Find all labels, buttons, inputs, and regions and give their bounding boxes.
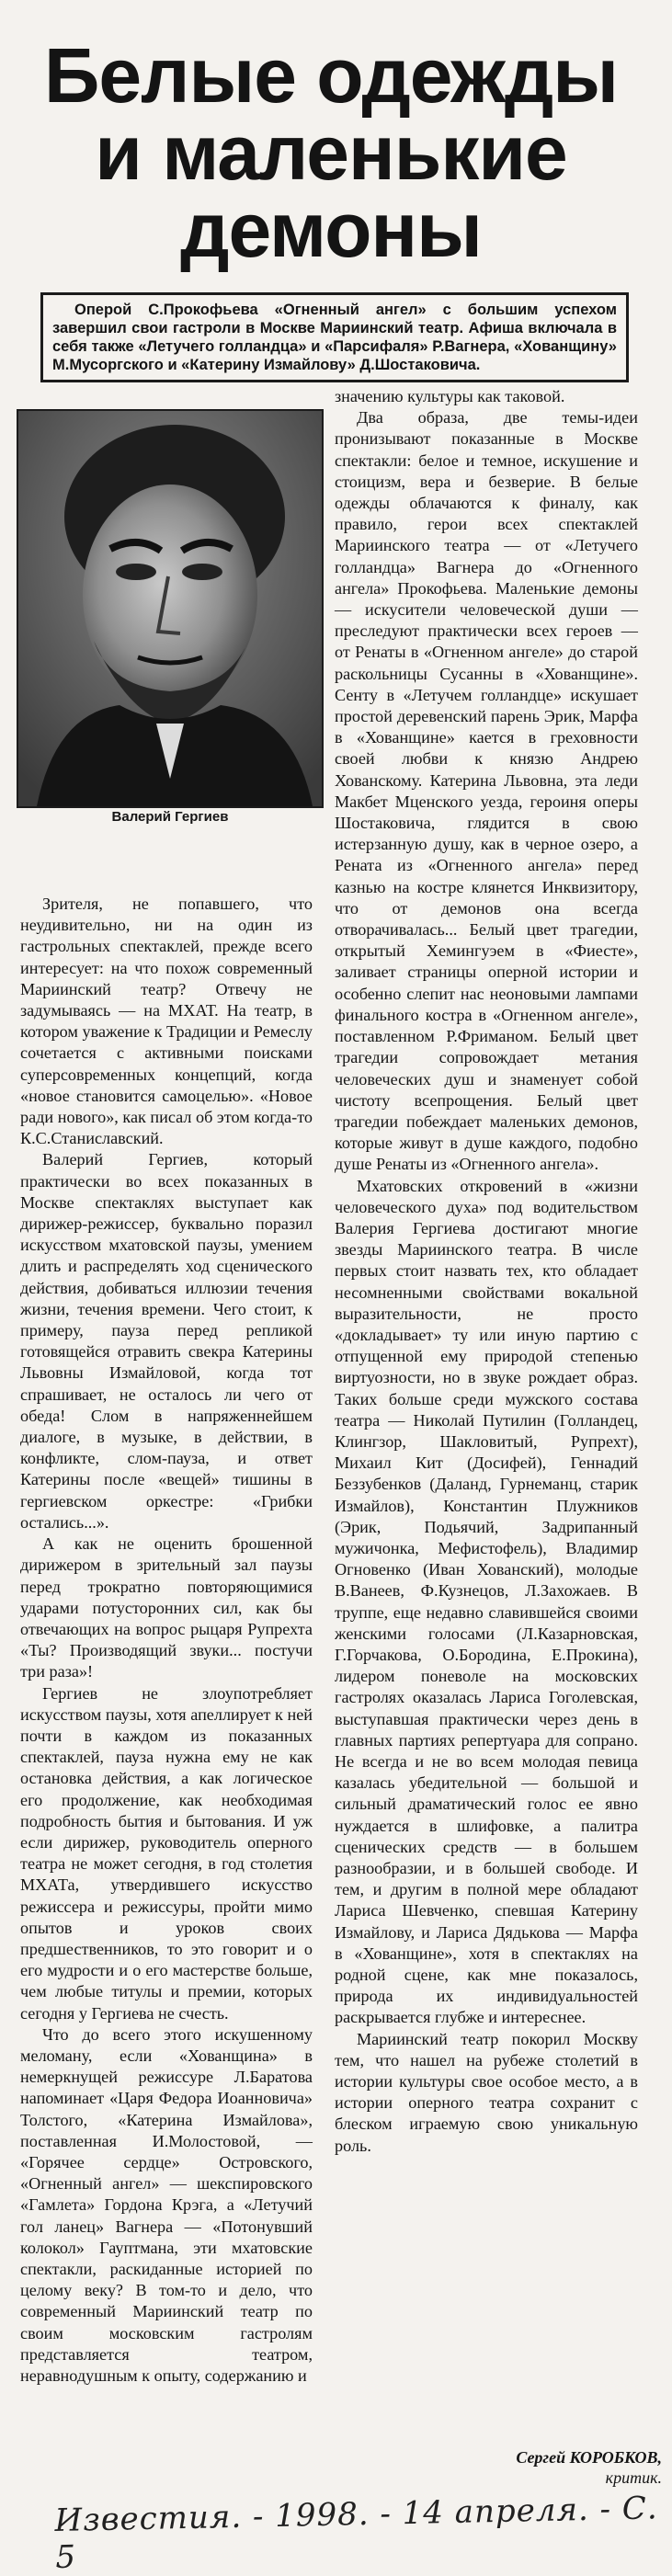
left-column <box>20 894 313 2387</box>
headline <box>18 32 644 273</box>
author-role: критик. <box>605 2468 662 2487</box>
right-column <box>335 386 638 2157</box>
paragraph: Что до всего этого искушенному меломану, если «Хованщина» в немеркнущей режиссуре Л.Баратова напоминает «Царя Федора Иоанновича» Толстого, «Катерина Измайлова», поставленная И.Молостовой, — «Горячее сердце» Островского, «Огненный ангел» — шекспировского «Гамлета» Гордона Крэга, а «Летучий гол ланец» Вагнера — «Потонувший колокол» Гауптмана, эти мхатовские спектакли, раскиданные историей по целому веку? В том-то и дело, что современный Мариинский театр по своим московским гастролям представляется театром, неравнодушным к опыту, содержанию и <box>20 2024 313 2386</box>
paragraph: Зрителя, не попавшего, что неудивительно, ни на один из гастрольных спектаклей, прежде всего интересует: на что похож современный Мариинский театр? Отвечу не задумываясь — на МХАТ. На театр, в котором уважение к Традиции и Ремеслу сочетается с активными поисками суперсовременных концепций, когда «новое становится самоцелью». «Новое ради нового», как писал об этом когда-то К.С.Станиславский. <box>20 895 313 1148</box>
paragraph: значению культуры как таковой. <box>335 387 565 405</box>
handwritten-source-note: Известия. - 1998. - 14 апреля. - С. 5 <box>54 2490 659 2576</box>
paragraph: Гергиев не злоупотребляет искусством паузы, хотя апеллирует к ней почти в каждом из показанных спектаклей, пауза нужна ему не как остановка действия, а как логическое его продолжение, как необходимая подробность бытия и бытования. И уж если дирижер, руководитель оперного театра не может сегодня, в год столетия МХАТа, утвердившего искусство режиссера и режиссуры, пройти мимо опытов и уроков своих предшественников, то это говорит и о его мудрости и о его мастерстве больше, чем любые титулы и премии, которых сегодня у Гергиева не счесть. <box>20 1683 313 2023</box>
portrait-photo <box>17 409 324 808</box>
headline-line: Белые одежды <box>44 32 618 119</box>
headline-line: демоны <box>180 187 482 273</box>
paragraph: Мариинский театр покорил Москву тем, что нашел на рубеже столетий в истории культуры свое особое место, а в истории оперного театра сохранит с блеском играемую свою уникальную роль. <box>335 2029 638 2155</box>
headline-line: и маленькие <box>95 109 567 196</box>
lead-paragraph: Оперой С.Прокофьева «Огненный ангел» с большим успехом завершил свои гастроли в Москве Мариинский театр. Афиша включала в себя также «Летучего голландца» и «Парсифаля» Р.Вагнера, «Хованщину» М.Мусоргского и «Катерину Измайлову» Д.Шостаковича. <box>40 292 629 382</box>
author-name: Сергей КОРОБКОВ, <box>516 2448 662 2467</box>
paragraph: Два образа, две темы-идеи пронизывают показанные в Москве спектакли: белое и темное, искушение и стоицизм, вера и безверие. В белые одежды облачаются к финалу, как правило, герои всех спектаклей Мариинского театра — от «Летучего голландца» Вагнера до «Огненного ангела» Прокофьева. Маленькие демоны — искусители человеческой души — преследуют практически всех героев — от Ренаты в «Огненном ангеле» до старой раскольницы Сусанны в «Хованщине». Сенту в «Летучем голландце» искушает простой деревенский парень Эрик, Марфа в «Хованщине» кается в греховности своей любви к князю Андрею Хованскому. Катерина Львовна, эта леди Макбет Мценского уезда, героиня оперы Шостаковича, глядится в свою истерзанную душу, как в черное озеро, а Рената из «Огненного ангела» перед казнью на костре клянется Инквизитору, что от демонов она всегда отворачивалась... Белый цвет трагедии, открытый Хемингуэем в «Фиесте», заливает страницы оперной истории и особенно слепит нас неоновыми лампами финального костра в «Огненном ангеле», поставленном Р.Фриманом. Белый цвет трагедии сопровождает метания человеческих душ и знаменует собой чистоту всепрощения. Белый цвет трагедии побеждает маленьких демонов, которые живут в душе каждого, подобно душе Ренаты из «Огненного ангела». <box>335 408 638 1174</box>
author-signature <box>395 2447 662 2488</box>
paragraph: Валерий Гергиев, который практически во всех показанных в Москве спектаклях выступает как дирижер-режиссер, буквально поразил искусством мхатовской паузы, умением длить и распределять ход сценического действия, добиваться иллюзии течения жизни, течения времени. Чего стоит, к примеру, пауза перед репликой готовящейся отравить свекра Катерины Львовны Измайловой, когда тот спрашивает, не осталось ли чего от обеда! Слом в напряженнейшем диалоге, в музыке, в действии, в конфликте, слом-пауза, и ответ Катерины после «вещей» тишины в гергиевском оркестре: «Грибки остались...». <box>20 1150 313 1532</box>
portrait-image <box>18 411 322 806</box>
paragraph: Мхатовских откровений в «жизни человеческого духа» под водительством Валерия Гергиева достигают многие звезды Мариинского театра. В числе первых стоит назвать тех, кто обладает несомненными свойствами вокальной выразительности, не просто «докладывает» ту или иную партию с отпущенной ему природой степенью виртуозности, но в звуке рождает образ. Таких больше среди мужского состава театра — Николай Путилин (Голландец, Клингзор, Шакловитый, Рупрехт), Михаил Кит (Досифей), Геннадий Беззубенков (Даланд, Гурнеманц, старик Измайлов), Константин Плужников (Эрик, Подьячий, Задрипанный мужичонка, Мефистофель), Владимир Огновенко (Иван Хованский), молодые В.Ванеев, Ф.Кузнецов, Л.Захожаев. В труппе, еще недавно славившейся своими женскими голосами (Л.Казарновская, Г.Горчакова, О.Бородина, Е.Прокина), лидером поневоле на московских гастролях оказалась Лариса Гоголевская, выступавшая практически через день в главных партиях репертуара для сопрано. Не всегда и не во всем молодая певица казалась убедительной — большой и сильный драматический голос ее явно нуждается в шлифовке, а палитра сценических средств — в большем разнообразии, и в большей свободе. И тем, и другим в полной мере обладают Лариса Шевченко, спевшая Катерину Измайлову, и Лариса Дядькова — Марфа в «Хованщине», хотя в спектаклях на родной сцене, как мне показалось, природа их индивидуальностей раскрывается глубже и интереснее. <box>335 1176 638 2027</box>
paragraph: А как не оценить брошенной дирижером в зрительный зал паузы перед трократно повторяющимися ударами потусторонних сил, как бы отвечающих на вопрос рыцаря Рупрехта «Ты? Производящий звуки... постучи три раза»! <box>20 1534 313 1681</box>
photo-caption: Валерий Гергиев <box>111 809 229 825</box>
